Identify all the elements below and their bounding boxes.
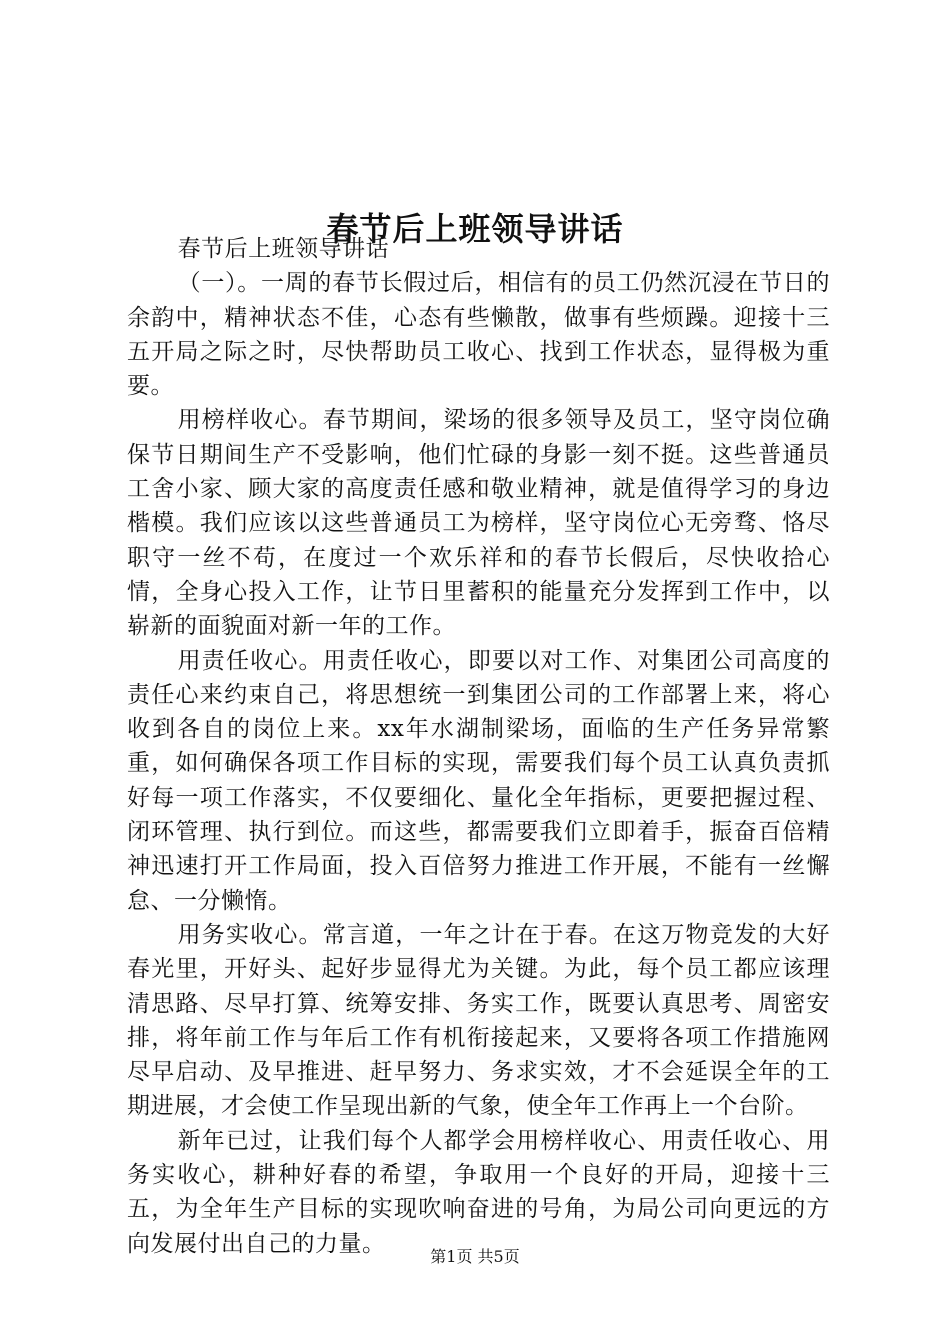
paragraph-role-model: 用榜样收心。春节期间，梁场的很多领导及员工，坚守岗位确保节日期间生产不受影响，他们忙碌的身影一刻不挺。这些普通员工舍小家、顾大家的高度责任感和敬业精神，就是值得学习的身边楷模。我们应该以这些普通员工为榜样，坚守岗位心无旁骛、恪尽职守一丝不苟，在度过一个欢乐祥和的春节长假后，尽快收拾心情，全身心投入工作，让节日里蓄积的能量充分发挥到工作中，以崭新的面貌面对新一年的工作。 [127,407,830,640]
paragraph-responsibility: 用责任收心。用责任收心，即要以对工作、对集团公司高度的责任心来约束自己，将思想统一到集团公司的工作部署上来，将心收到各自的岗位上来。xx年水湖制梁场，面临的生产任务异常繁重，如何确保各项工作目标的实现，需要我们每个员工认真负责抓好每一项工作落实，不仅要细化、量化全年指标，更要把握过程、闭环管理、执行到位。而这些，都需要我们立即着手，振奋百倍精神迅速打开工作局面，投入百倍努力推进工作开展，不能有一丝懈怠、一分懒惰。 [127,647,830,914]
document-subtitle: 春节后上班领导讲话 [177,236,390,262]
document-title: 春节后上班领导讲话 [326,210,624,249]
page-footer: 第1页 共5页 [430,1247,520,1266]
paragraph-conclusion: 新年已过，让我们每个人都学会用榜样收心、用责任收心、用务实收心，耕种好春的希望，争取用一个良好的开局，迎接十三五，为全年生产目标的实现吹响奋进的号角，为局公司向更远的方向发展付出自己的力量。 [127,1127,830,1257]
paragraph-intro: （一）。一周的春节长假过后，相信有的员工仍然沉浸在节日的余韵中，精神状态不佳，心态有些懒散，做事有些烦躁。迎接十三五开局之际之时，尽快帮助员工收心、找到工作状态，显得极为重要。 [127,270,830,400]
paragraph-pragmatism: 用务实收心。常言道，一年之计在于春。在这万物竞发的大好春光里，开好头、起好步显得尤为关键。为此，每个员工都应该理清思路、尽早打算、统筹安排、务实工作，既要认真思考、周密安排，将年前工作与年后工作有机衔接起来，又要将各项工作措施网尽早启动、及早推进、赶早努力、务求实效，才不会延误全年的工期进展，才会使工作呈现出新的气象，使全年工作再上一个台阶。 [127,921,830,1120]
document-body [127,232,830,1261]
